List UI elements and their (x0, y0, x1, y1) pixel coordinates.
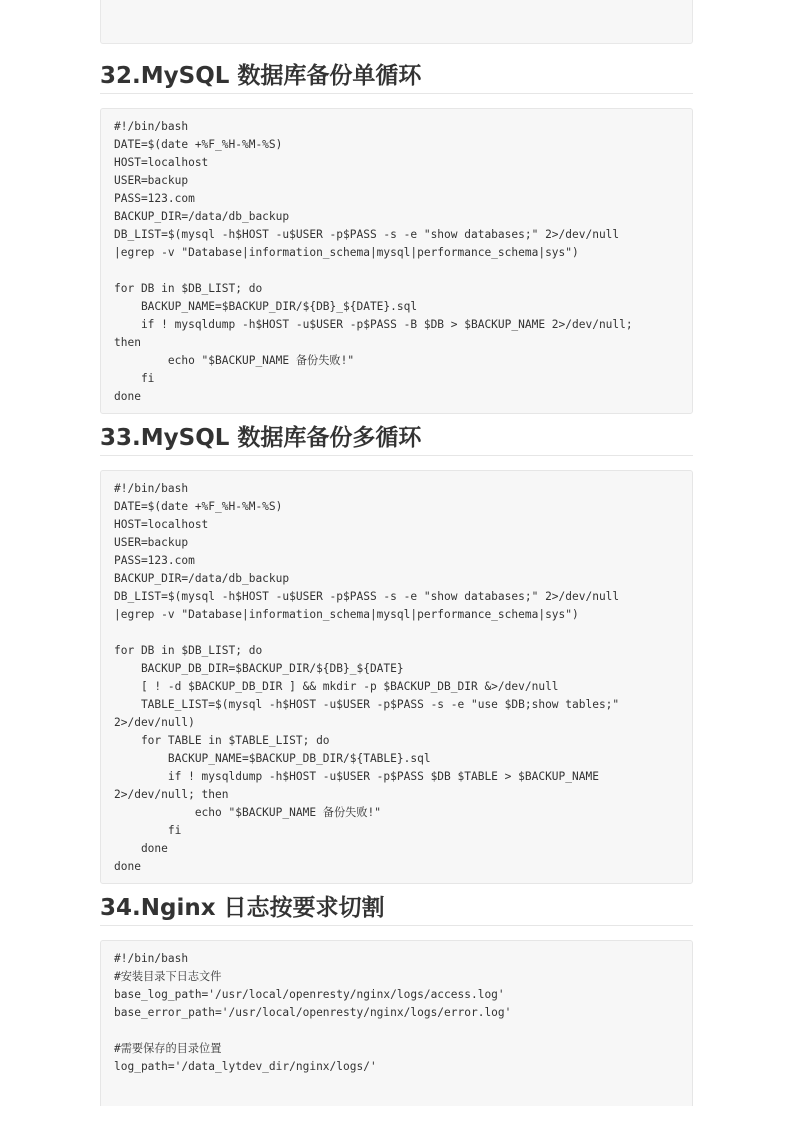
section-mysql-backup-multi-loop (100, 424, 693, 884)
code-line: TABLE_LIST=$(mysql -h$HOST -u$USER -p$PASS -s -e "use $DB;show tables;" (114, 698, 620, 711)
code-line: BACKUP_DB_DIR=$BACKUP_DIR/${DB}_${DATE} (114, 662, 404, 675)
code-line: echo "$BACKUP_NAME 备份失败!" (114, 354, 355, 367)
code-line: DATE=$(date +%F_%H-%M-%S) (114, 138, 283, 151)
section-heading: 34.Nginx 日志按要求切割 (100, 894, 693, 926)
code-line: |egrep -v "Database|information_schema|mysql|performance_schema|sys") (114, 608, 579, 621)
code-line: #!/bin/bash (114, 120, 189, 133)
code-line: base_error_path='/usr/local/openresty/nginx/logs/error.log' (114, 1006, 512, 1019)
code-line: BACKUP_DIR=/data/db_backup (114, 210, 290, 223)
code-line: DB_LIST=$(mysql -h$HOST -u$USER -p$PASS -s -e "show databases;" 2>/dev/null (114, 590, 620, 603)
code-line: PASS=123.com (114, 192, 195, 205)
code-line: #!/bin/bash (114, 482, 189, 495)
code-line: if ! mysqldump -h$HOST -u$USER -p$PASS -B $DB > $BACKUP_NAME 2>/dev/null; (114, 318, 633, 331)
code-line: fi (114, 824, 182, 837)
section-heading: 33.MySQL 数据库备份多循环 (100, 424, 693, 456)
code-line (114, 262, 680, 280)
code-line: for TABLE in $TABLE_LIST; do (114, 734, 330, 747)
code-line: done (114, 860, 141, 873)
code-line: done (114, 390, 141, 403)
code-line: DATE=$(date +%F_%H-%M-%S) (114, 500, 283, 513)
code-line: fi (114, 372, 155, 385)
code-block (100, 940, 693, 1106)
code-line: USER=backup (114, 536, 189, 549)
previous-code-block-end (100, 0, 693, 44)
code-line: HOST=localhost (114, 518, 209, 531)
code-line: DB_LIST=$(mysql -h$HOST -u$USER -p$PASS -s -e "show databases;" 2>/dev/null (114, 228, 620, 241)
code-line: BACKUP_NAME=$BACKUP_DIR/${DB}_${DATE}.sql (114, 300, 418, 313)
code-line (114, 624, 680, 642)
code-line: PASS=123.com (114, 554, 195, 567)
code-line: BACKUP_NAME=$BACKUP_DB_DIR/${TABLE}.sql (114, 752, 431, 765)
code-line: HOST=localhost (114, 156, 209, 169)
code-line: base_log_path='/usr/local/openresty/nginx/logs/access.log' (114, 988, 505, 1001)
section-heading: 32.MySQL 数据库备份单循环 (100, 62, 693, 94)
section-nginx-log-rotation (100, 894, 693, 1106)
code-line: 2>/dev/null; then (114, 788, 229, 801)
code-line: |egrep -v "Database|information_schema|mysql|performance_schema|sys") (114, 246, 579, 259)
code-line: 2>/dev/null) (114, 716, 195, 729)
code-block (100, 108, 693, 414)
code-line: echo "$BACKUP_NAME 备份失败!" (114, 806, 382, 819)
code-line: for DB in $DB_LIST; do (114, 644, 263, 657)
code-line: log_path='/data_lytdev_dir/nginx/logs/' (114, 1060, 377, 1073)
code-line: USER=backup (114, 174, 189, 187)
code-line: then (114, 336, 141, 349)
section-mysql-backup-single-loop (100, 62, 693, 414)
code-line: BACKUP_DIR=/data/db_backup (114, 572, 290, 585)
code-line (114, 1022, 680, 1040)
code-line: if ! mysqldump -h$HOST -u$USER -p$PASS $DB $TABLE > $BACKUP_NAME (114, 770, 599, 783)
code-line: done (114, 842, 168, 855)
code-line: #!/bin/bash (114, 952, 189, 965)
code-line: #需要保存的目录位置 (114, 1042, 222, 1055)
code-line: for DB in $DB_LIST; do (114, 282, 263, 295)
code-line: [ ! -d $BACKUP_DB_DIR ] && mkdir -p $BACKUP_DB_DIR &>/dev/null (114, 680, 559, 693)
code-block (100, 470, 693, 884)
code-line: #安装目录下日志文件 (114, 970, 222, 983)
